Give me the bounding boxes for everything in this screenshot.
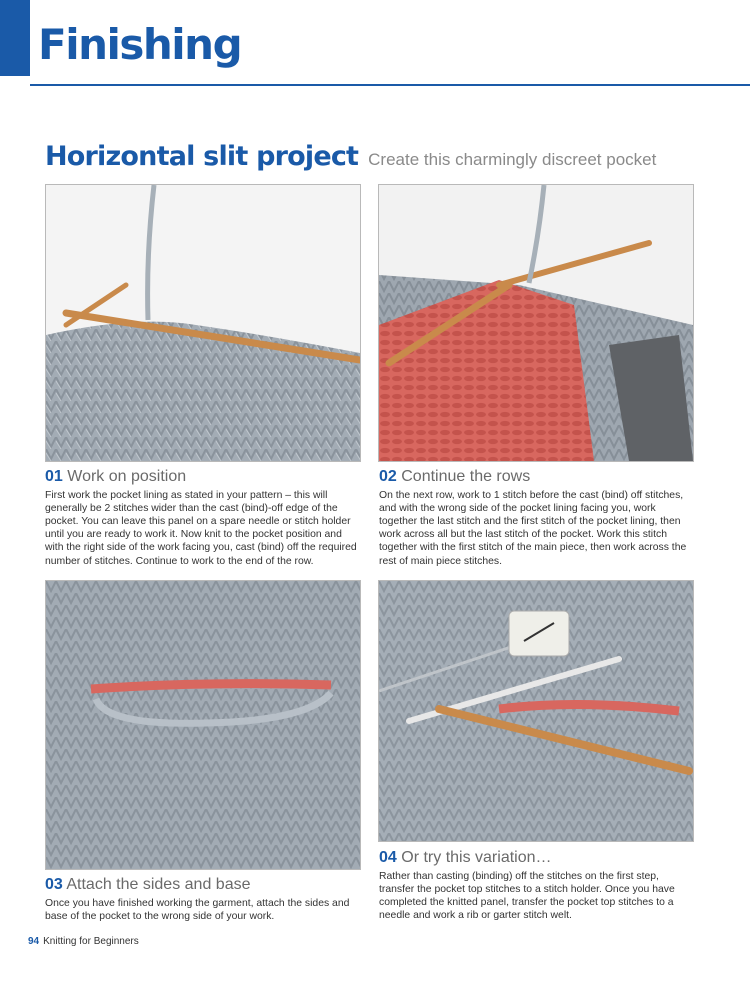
project-title xyxy=(45,143,656,170)
step-04-body: Rather than casting (binding) off the stitches on the first step, transfer the pocket top stitches to a stitch holder. Once you have completed the knitted panel, transfer the pocket top stitches to a needle and work a rib or garter stitch welt. xyxy=(379,870,675,922)
step-01 xyxy=(45,468,363,568)
step-04 xyxy=(379,849,693,922)
step-01-number: 01 xyxy=(45,468,63,485)
step-03-body: Once you have finished working the garment, attach the sides and base of the pocket to the wrong side of your work. xyxy=(45,897,350,922)
project-subtitle: Create this charmingly discreet pocket xyxy=(368,150,657,169)
header-accent-bar xyxy=(0,0,30,76)
step-03 xyxy=(45,876,363,923)
book-title: Knitting for Beginners xyxy=(43,936,139,947)
header-rule xyxy=(30,84,750,86)
project-title-text: Horizontal slit project xyxy=(45,141,359,172)
step-02-photo xyxy=(378,184,694,462)
step-02-body: On the next row, work to 1 stitch before the cast (bind) off stitches, and with the wrong side of the pocket lining facing you, work together the last stitch and the first stitch of the pocket lining, then work across all but the last stitch of the pocket. Work this stitch together with the first stitch of the main piece, then work across the rest of main piece stitches. xyxy=(379,489,687,567)
step-04-heading xyxy=(379,849,693,867)
step-01-title: Work on position xyxy=(67,468,187,485)
step-02-number: 02 xyxy=(379,468,397,485)
step-01-heading xyxy=(45,468,363,486)
page-number: 94 xyxy=(28,936,40,947)
page-footer xyxy=(28,936,139,947)
section-title: Finishing xyxy=(38,20,242,69)
step-04-number: 04 xyxy=(379,849,397,866)
step-04-title: Or try this variation… xyxy=(401,849,552,866)
step-02 xyxy=(379,468,693,568)
step-03-title: Attach the sides and base xyxy=(66,876,251,893)
step-02-title: Continue the rows xyxy=(401,468,531,485)
step-02-heading xyxy=(379,468,693,486)
step-01-photo xyxy=(45,184,361,462)
step-03-heading xyxy=(45,876,363,894)
step-04-photo xyxy=(378,580,694,842)
step-03-photo xyxy=(45,580,361,870)
step-03-number: 03 xyxy=(45,876,63,893)
step-01-body: First work the pocket lining as stated in your pattern – this will generally be 2 stitches wider than the cast (bind)-off edge of the pocket. You can leave this panel on a spare needle or stitch holder until you are ready to work it. Now knit to the pocket position and with the right side of the work facing you, cast (bind) off the required number of stitches. Continue to work to the end of the row. xyxy=(45,489,357,567)
